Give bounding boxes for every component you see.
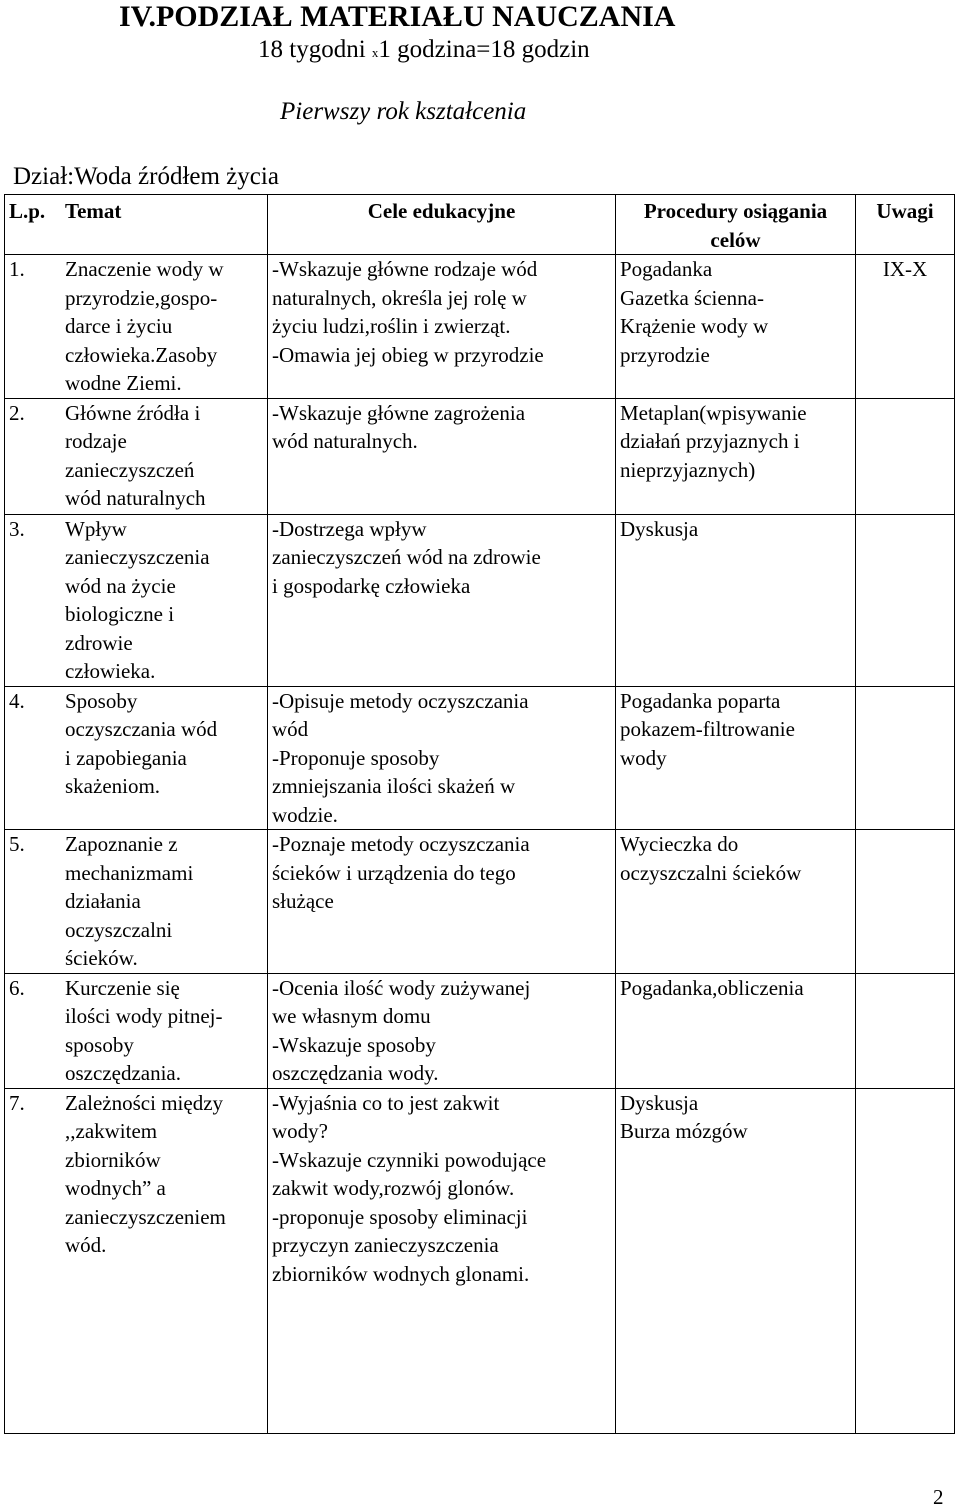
procedures-cell: Dyskusja: [616, 514, 856, 686]
row-number: 4.: [9, 688, 25, 713]
topic-text: Główne źródła i rodzaje zanieczyszczeń wód naturalnych: [65, 400, 206, 510]
goals-cell: -Wyjaśnia co to jest zakwit wody? -Wskazuje czynniki powodujące zakwit wody,rozwój glonów. -proponuje sposoby eliminacji przyczyn zanieczyszczenia zbiorników wodnych glonami.: [268, 1088, 616, 1433]
page-number: 2: [933, 1485, 944, 1509]
notes-cell: IX-X: [856, 255, 955, 399]
table-row: [5, 514, 955, 686]
goals-cell: -Poznaje metody oczyszczania ścieków i urządzenia do tego służące: [268, 830, 616, 974]
header-lp-topic: [5, 195, 268, 255]
topic-cell: [5, 686, 268, 830]
hours-text-pre: 18 tygodni: [258, 36, 372, 63]
topic-cell: [5, 830, 268, 974]
topic-cell: [5, 1088, 268, 1433]
topic-cell: [5, 398, 268, 514]
table-row: [5, 1088, 955, 1433]
row-number: 3.: [9, 516, 25, 541]
procedures-cell: Pogadanka Gazetka ścienna- Krążenie wody w przyrodzie: [616, 255, 856, 399]
goals-cell: -Wskazuje główne rodzaje wód naturalnych, określa jej rolę w życiu ludzi,roślin i zwierząt. -Omawia jej obieg w przyrodzie: [268, 255, 616, 399]
table-row: [5, 973, 955, 1088]
hours-multiplier: x: [371, 45, 379, 60]
topic-text: Zależności między ,,zakwitem zbiorników wodnych” a zanieczyszczeniem wód.: [65, 1090, 226, 1257]
goals-cell: -Opisuje metody oczyszczania wód -Proponuje sposoby zmniejszania ilości skażeń w wodzie.: [268, 686, 616, 830]
notes-cell: [856, 830, 955, 974]
notes-cell: [856, 973, 955, 1088]
header-procedures: Procedury osiągania celów: [616, 195, 856, 255]
topic-text: Sposoby oczyszczania wód i zapobiegania skażeniom.: [65, 688, 218, 798]
goals-cell: -Ocenia ilość wody zużywanej we własnym domu -Wskazuje sposoby oszczędzania wody.: [268, 973, 616, 1088]
header-lp: L.p.: [9, 199, 46, 223]
table-row: [5, 830, 955, 974]
row-number: 6.: [9, 975, 25, 1000]
goals-cell: -Dostrzega wpływ zanieczyszczeń wód na zdrowie i gospodarkę człowieka: [268, 514, 616, 686]
topic-text: Kurczenie się ilości wody pitnej- sposoby oszczędzania.: [65, 975, 223, 1085]
table-header-row: [5, 195, 955, 255]
topic-cell: [5, 255, 268, 399]
hours-text-post: 1 godzina=18 godzin: [378, 36, 590, 63]
hours-subtitle: [258, 34, 590, 69]
table-row: [5, 398, 955, 514]
topic-cell: [5, 514, 268, 686]
curriculum-table: [4, 194, 955, 1434]
topic-text: Zapoznanie z mechanizmami działania oczyszczalni ścieków.: [65, 832, 194, 970]
notes-cell: [856, 514, 955, 686]
header-topic: Temat: [65, 199, 122, 223]
procedures-cell: Wycieczka do oczyszczalni ścieków: [616, 830, 856, 974]
procedures-cell: Pogadanka poparta pokazem-filtrowanie wody: [616, 686, 856, 830]
notes-cell: [856, 1088, 955, 1433]
goals-cell: -Wskazuje główne zagrożenia wód naturalnych.: [268, 398, 616, 514]
procedures-cell: Dyskusja Burza mózgów: [616, 1088, 856, 1433]
notes-cell: [856, 398, 955, 514]
header-notes: Uwagi: [856, 195, 955, 255]
header-goals: Cele edukacyjne: [268, 195, 616, 255]
table-row: [5, 255, 955, 399]
section-heading: Dział:Woda źródłem życia: [13, 163, 279, 190]
year-heading: Pierwszy rok kształcenia: [280, 98, 527, 125]
topic-cell: [5, 973, 268, 1088]
topic-text: Wpływ zanieczyszczenia wód na życie biologiczne i zdrowie człowieka.: [65, 516, 210, 683]
notes-cell: [856, 686, 955, 830]
procedures-cell: Pogadanka,obliczenia: [616, 973, 856, 1088]
row-number: 1.: [9, 257, 25, 281]
row-number: 2.: [9, 400, 25, 425]
topic-text: Znaczenie wody w przyrodzie,gospo- darce i życiu człowieka.Zasoby wodne Ziemi.: [65, 257, 224, 395]
row-number: 5.: [9, 832, 25, 856]
row-number: 7.: [9, 1090, 25, 1115]
procedures-cell: Metaplan(wpisywanie działań przyjaznych i nieprzyjaznych): [616, 398, 856, 514]
page-title: IV.PODZIAŁ MATERIAŁU NAUCZANIA: [119, 0, 676, 33]
table-row: [5, 686, 955, 830]
